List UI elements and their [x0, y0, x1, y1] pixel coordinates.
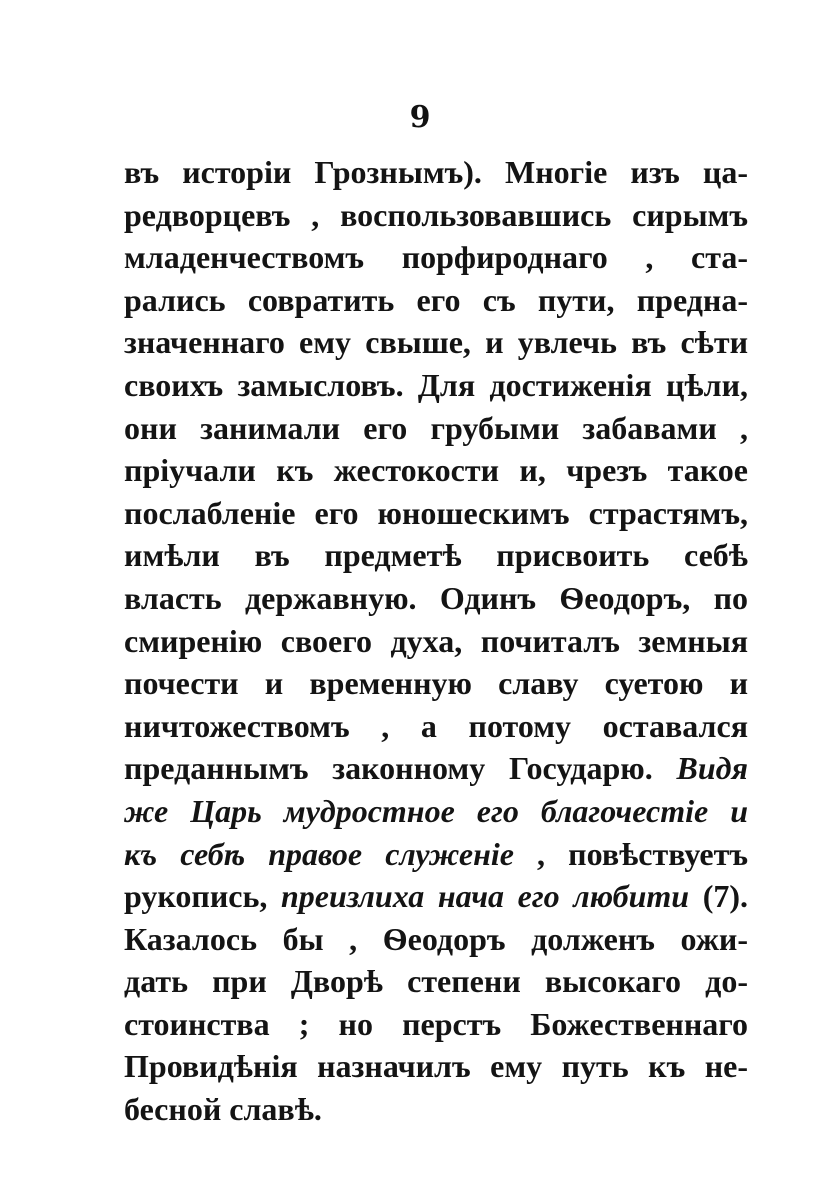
line-text: значеннаго ему свыше, и увлечь въ сѣти — [124, 324, 748, 361]
text-line — [124, 407, 748, 450]
italic-quote: къ себѣ правое служеніе — [124, 835, 514, 872]
line-text: Провидѣнія назначилъ ему путь къ не- — [124, 1048, 748, 1085]
line-text: ничтожествомъ , а потому оставался — [124, 707, 748, 744]
text-line — [124, 236, 748, 279]
line-text: , повѣствуетъ — [513, 835, 748, 872]
line-text: бесной славѣ. — [124, 1091, 322, 1128]
line-text: рались совратить его съ пути, предна- — [124, 281, 748, 318]
line-text: преданнымъ законному Государю. — [124, 750, 677, 787]
text-line — [124, 833, 748, 876]
text-line — [124, 364, 748, 407]
line-text: Казалось бы , Ѳеодоръ долженъ ожи- — [124, 920, 748, 957]
text-line — [124, 960, 748, 1003]
text-line — [124, 662, 748, 705]
text-block — [124, 151, 748, 1131]
text-line — [124, 321, 748, 364]
line-text: рукопись, — [124, 878, 281, 915]
text-line — [124, 875, 748, 918]
page-number: 9 — [409, 100, 431, 135]
line-text: послабленіе его юношескимъ страстямъ, — [124, 494, 748, 531]
line-text: почести и временную славу суетою и — [124, 665, 748, 702]
italic-quote: Видя — [676, 750, 748, 787]
text-line — [124, 1088, 748, 1131]
text-line — [124, 705, 748, 748]
text-line — [124, 449, 748, 492]
line-text: дать при Дворѣ степени высокаго до- — [124, 963, 748, 1000]
text-line — [124, 918, 748, 961]
text-line — [124, 577, 748, 620]
italic-quote: преизлиха нача его любити — [281, 878, 690, 915]
line-text: пріучали къ жестокости и, чрезъ такое — [124, 452, 748, 489]
text-line — [124, 620, 748, 663]
text-line — [124, 279, 748, 322]
line-text: власть державную. Одинъ Ѳеодоръ, по — [124, 579, 748, 616]
footnote-reference: (7). — [689, 878, 748, 915]
line-text: стоинства ; но перстъ Божественнаго — [124, 1005, 748, 1042]
text-line — [124, 194, 748, 237]
line-text: имѣли въ предметѣ присвоить себѣ — [124, 537, 748, 574]
line-text: младенчествомъ порфироднаго , ста- — [124, 239, 748, 276]
line-text: въ исторіи Грознымъ). Многіе изъ ца- — [124, 154, 748, 190]
text-line — [124, 747, 748, 790]
text-line — [124, 151, 748, 194]
text-line — [124, 1003, 748, 1046]
text-line — [124, 1045, 748, 1088]
text-line — [124, 790, 748, 833]
line-text: они занимали его грубыми забавами , — [124, 409, 748, 446]
italic-quote: же Царь мудростное его благочестіе и — [124, 792, 748, 829]
line-text: своихъ замысловъ. Для достиженія цѣли, — [124, 366, 748, 403]
text-line — [124, 492, 748, 535]
text-line — [124, 534, 748, 577]
line-text: редворцевъ , воспользовавшись сирымъ — [124, 196, 748, 233]
line-text: смиренію своего духа, почиталъ земныя — [124, 622, 748, 659]
